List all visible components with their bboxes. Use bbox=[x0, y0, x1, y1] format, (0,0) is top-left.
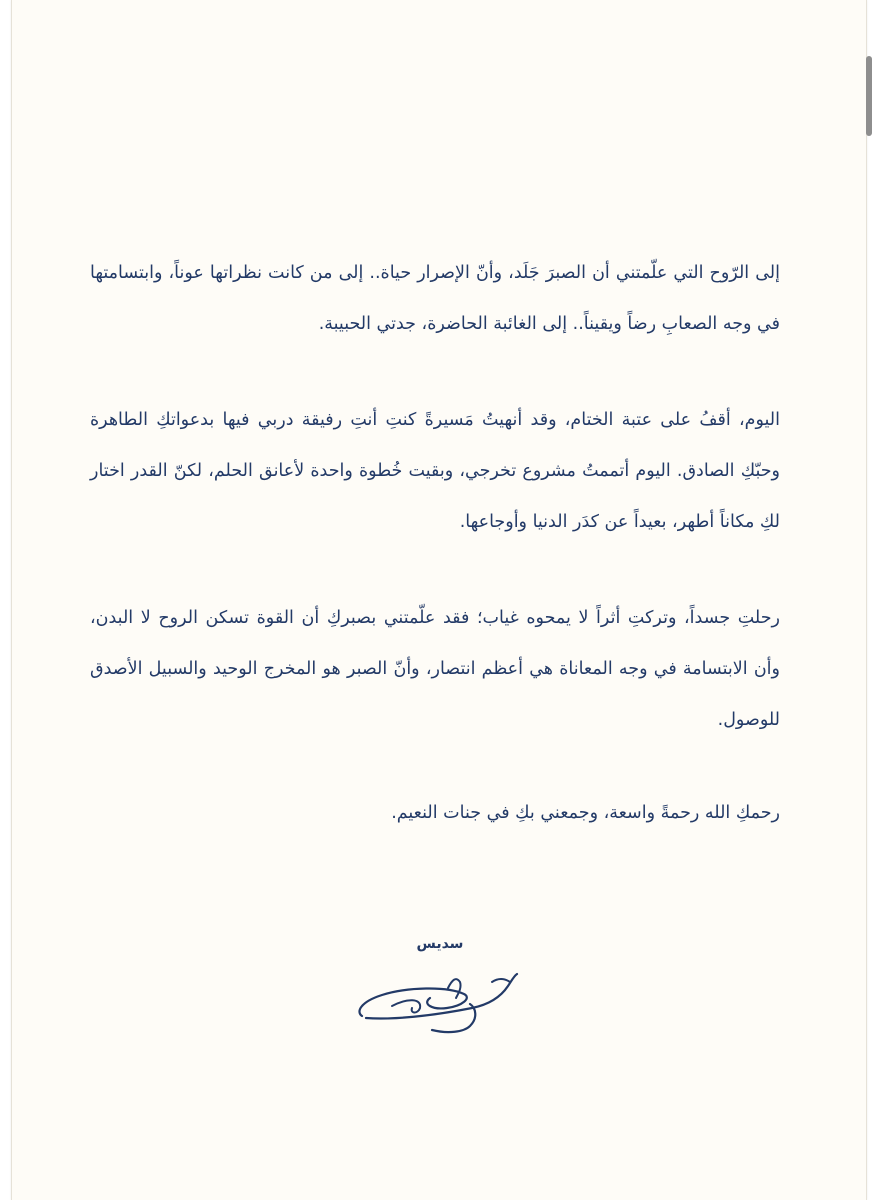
paragraph-prayer: رحمكِ الله رحمةً واسعة، وجمعني بكِ في جنات النعيم. bbox=[391, 803, 780, 823]
signature-name: سديس bbox=[416, 936, 464, 952]
paragraph-legacy: رحلتِ جسداً، وتركتِ أثراً لا يمحوه غياب؛ فقد علّمتني بصبركِ أن القوة تسكن الروح لا البدن، وأن الابتسامة في وجه المعاناة هي أعظم انتصار، وأنّ الصبر هو المخرج الوحيد والسبيل الأصدق للوصول. bbox=[90, 608, 780, 730]
vertical-scrollbar[interactable] bbox=[866, 56, 872, 136]
letter-body bbox=[90, 248, 780, 839]
paragraph-graduation: اليوم، أقفُ على عتبة الختام، وقد أنهيتُ مَسيرةً كنتِ أنتِ رفيقة دربي فيها بدعواتكِ الطاهرة وحبّكِ الصادق. اليوم أتممتُ مشروع تخرجي، وبقيت خُطوة واحدة لأعانق الحلم، لكنّ القدر اختار لكِ مكاناً أطهر، بعيداً عن كدَر الدنيا وأوجاعها. bbox=[90, 410, 780, 532]
paragraph-dedication: إلى الرّوح التي علّمتني أن الصبرَ جَلَد، وأنّ الإصرار حياة.. إلى من كانت نظراتها عوناً، وابتسامتها في وجه الصعابِ رضاً ويقيناً.. إلى الغائبة الحاضرة، جدتي الحبيبة. bbox=[90, 263, 780, 334]
handwritten-signature bbox=[352, 968, 522, 1038]
